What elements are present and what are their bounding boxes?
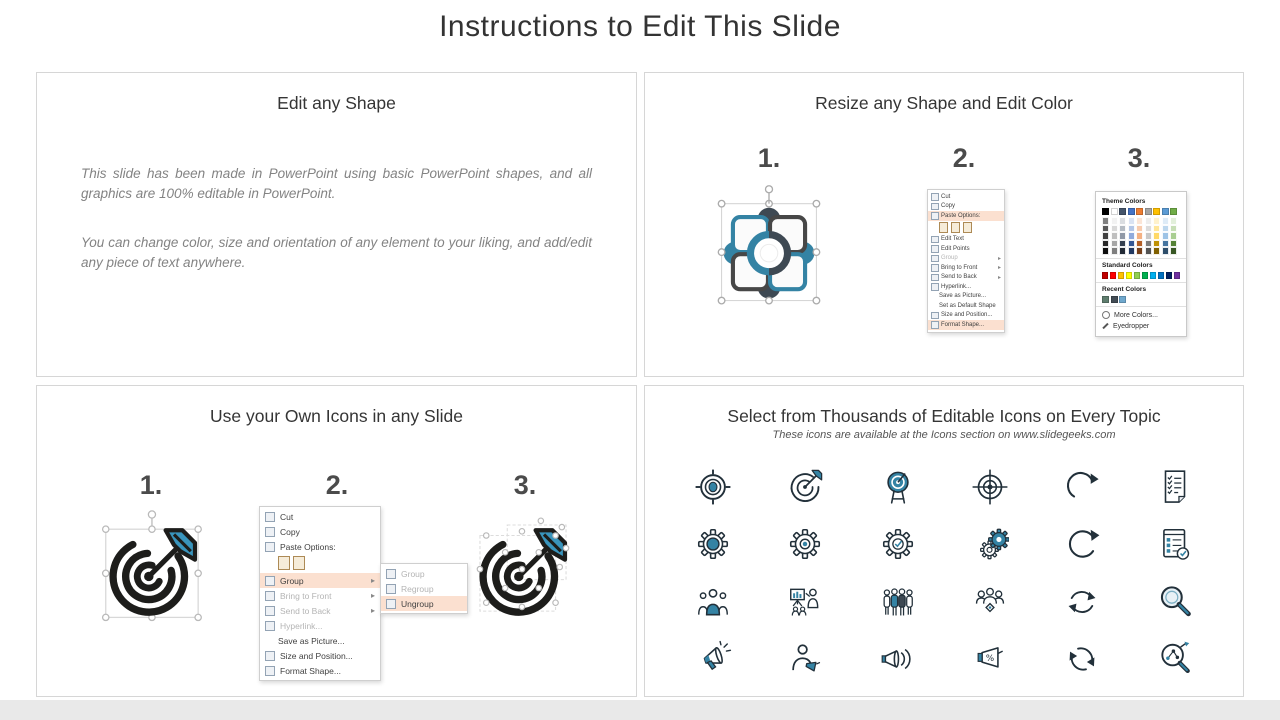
context-menu-resize bbox=[927, 189, 1005, 333]
page-title: Instructions to Edit This Slide bbox=[439, 10, 841, 43]
menu-item-label: Edit Points bbox=[941, 245, 970, 252]
menu-item-label: Size and Position... bbox=[941, 312, 993, 319]
more-colors-label: More Colors... bbox=[1114, 311, 1158, 319]
menu-item-bring-to-front[interactable] bbox=[260, 588, 380, 603]
paste-options-icons[interactable] bbox=[260, 554, 380, 573]
send-back-icon bbox=[931, 274, 939, 282]
recent-color-swatch[interactable] bbox=[1119, 296, 1126, 303]
bring-front-icon bbox=[265, 591, 275, 601]
theme-tint-swatch[interactable] bbox=[1145, 217, 1152, 225]
icon-library-subtitle: These icons are available at the Icons section on www.slidegeeks.com bbox=[772, 429, 1116, 441]
doc-checklist-icon[interactable] bbox=[1153, 465, 1197, 509]
menu-item-label: Send to Back bbox=[280, 605, 331, 616]
refresh-arrow-icon[interactable] bbox=[1060, 465, 1104, 509]
submenu-arrow-icon: ▸ bbox=[997, 265, 1001, 272]
menu-item-copy[interactable] bbox=[928, 202, 1004, 212]
theme-color-swatch[interactable] bbox=[1119, 208, 1126, 215]
ungroup-icon bbox=[386, 599, 396, 609]
gear-check-icon[interactable] bbox=[876, 522, 920, 566]
submenu-arrow-icon: ▸ bbox=[997, 274, 1001, 281]
theme-tint-swatch[interactable] bbox=[1128, 247, 1135, 255]
theme-tint-swatch[interactable] bbox=[1162, 232, 1169, 240]
menu-item-ungroup[interactable] bbox=[381, 596, 467, 611]
scissors-icon bbox=[931, 193, 939, 201]
theme-tint-swatch[interactable] bbox=[1119, 232, 1126, 240]
selected-shape-graphic[interactable] bbox=[707, 181, 831, 315]
ungrouped-target-icon[interactable] bbox=[465, 504, 581, 630]
menu-item-hyperlink[interactable] bbox=[260, 618, 380, 633]
menu-item-edit-points[interactable] bbox=[928, 244, 1004, 254]
dartboard-arrow-icon[interactable] bbox=[783, 465, 827, 509]
submenu-arrow-icon: ▸ bbox=[997, 255, 1001, 262]
step-number-1: 1. bbox=[757, 143, 781, 173]
menu-item-group[interactable] bbox=[381, 566, 467, 581]
theme-tint-swatch[interactable] bbox=[1145, 247, 1152, 255]
paste-option-icon[interactable] bbox=[963, 222, 972, 233]
clipboard-icon bbox=[931, 212, 939, 220]
edit-points-icon bbox=[931, 245, 939, 253]
menu-item-label: Copy bbox=[941, 203, 956, 210]
step-number-3: 3. bbox=[513, 470, 537, 500]
theme-tint-swatch[interactable] bbox=[1136, 217, 1143, 225]
theme-tint-swatch[interactable] bbox=[1128, 240, 1135, 248]
panel-resize-color-title: Resize any Shape and Edit Color bbox=[815, 93, 1073, 113]
color-wheel-icon bbox=[1102, 311, 1110, 319]
size-icon bbox=[265, 651, 275, 661]
clipboard-icon bbox=[265, 542, 275, 552]
paste-option-icon[interactable] bbox=[939, 222, 948, 233]
theme-tint-swatch[interactable] bbox=[1153, 240, 1160, 248]
theme-tint-swatch[interactable] bbox=[1153, 232, 1160, 240]
color-picker bbox=[1095, 191, 1187, 337]
eyedropper-icon bbox=[1102, 323, 1108, 329]
menu-item-size-and-position[interactable] bbox=[260, 648, 380, 663]
standard-color-swatch[interactable] bbox=[1102, 272, 1108, 279]
standard-color-swatch[interactable] bbox=[1174, 272, 1180, 279]
step-number-1: 1. bbox=[139, 470, 163, 500]
gear-dot-icon[interactable] bbox=[783, 522, 827, 566]
paste-option-icon[interactable] bbox=[293, 556, 305, 570]
person-announce-icon[interactable] bbox=[783, 637, 827, 681]
menu-item-cut[interactable] bbox=[928, 192, 1004, 202]
theme-tint-swatch[interactable] bbox=[1153, 247, 1160, 255]
menu-item-label: Edit Text bbox=[941, 236, 964, 243]
step-number-2: 2. bbox=[952, 143, 976, 173]
people-group-icon[interactable] bbox=[876, 580, 920, 624]
blank-icon bbox=[265, 637, 273, 645]
standard-colors-label: Standard Colors bbox=[1102, 261, 1153, 269]
menu-item-label: Save as Picture... bbox=[939, 293, 987, 300]
submenu-arrow-icon: ▸ bbox=[370, 591, 375, 600]
menu-item-label: Group bbox=[280, 575, 304, 586]
menu-item-paste-options[interactable] bbox=[260, 539, 380, 554]
team-gear-icon[interactable] bbox=[968, 580, 1012, 624]
send-back-icon bbox=[265, 606, 275, 616]
menu-item-label: Hyperlink... bbox=[941, 283, 972, 290]
menu-item-label: Format Shape... bbox=[280, 665, 341, 676]
menu-item-label: Size and Position... bbox=[280, 650, 353, 661]
menu-item-label: Bring to Front bbox=[941, 264, 978, 271]
theme-tint-swatch[interactable] bbox=[1162, 225, 1169, 233]
context-menu-group-area bbox=[259, 506, 489, 686]
menu-item-label: Send to Back bbox=[941, 274, 977, 281]
menu-item-label: Cut bbox=[941, 193, 951, 200]
menu-item-format-shape[interactable] bbox=[928, 320, 1004, 330]
eyedropper-item[interactable] bbox=[1102, 321, 1180, 332]
theme-tint-swatch[interactable] bbox=[1119, 225, 1126, 233]
regroup-icon bbox=[386, 584, 396, 594]
theme-tint-swatch[interactable] bbox=[1153, 217, 1160, 225]
dartboard-stand-icon[interactable] bbox=[876, 465, 920, 509]
theme-color-swatch[interactable] bbox=[1170, 208, 1177, 215]
menu-item-regroup[interactable] bbox=[381, 581, 467, 596]
theme-tint-swatch[interactable] bbox=[1170, 232, 1177, 240]
selected-target-icon[interactable] bbox=[95, 504, 211, 630]
icon-grid bbox=[667, 458, 1221, 688]
scissors-icon bbox=[265, 512, 275, 522]
menu-item-bring-to-front[interactable] bbox=[928, 263, 1004, 273]
theme-color-swatch[interactable] bbox=[1145, 208, 1152, 215]
menu-item-cut[interactable] bbox=[260, 509, 380, 524]
theme-tint-swatch[interactable] bbox=[1170, 225, 1177, 233]
theme-tint-swatch[interactable] bbox=[1170, 217, 1177, 225]
menu-item-group[interactable] bbox=[928, 254, 1004, 264]
team-leader-icon[interactable] bbox=[691, 580, 735, 624]
recent-color-swatch[interactable] bbox=[1102, 296, 1109, 303]
blank-icon bbox=[931, 303, 937, 309]
group-icon bbox=[265, 576, 275, 586]
theme-color-swatch[interactable] bbox=[1162, 208, 1169, 215]
edit-shape-paragraph-1: This slide has been made in PowerPoint using basic PowerPoint shapes, and all graphics are 100% editable in PowerPoint. bbox=[81, 166, 592, 201]
format-icon bbox=[931, 321, 939, 329]
theme-tint-swatch[interactable] bbox=[1162, 217, 1169, 225]
context-menu-group bbox=[259, 506, 381, 681]
menu-item-label: Cut bbox=[280, 511, 294, 522]
theme-tint-swatch[interactable] bbox=[1128, 217, 1135, 225]
rotate-arrows-icon[interactable] bbox=[1060, 637, 1104, 681]
theme-color-swatch[interactable] bbox=[1128, 208, 1135, 215]
copy-icon bbox=[931, 203, 939, 211]
theme-colors-label: Theme Colors bbox=[1102, 198, 1146, 205]
theme-tint-swatch[interactable] bbox=[1119, 217, 1126, 225]
standard-color-swatch[interactable] bbox=[1126, 272, 1132, 279]
step-number-3: 3. bbox=[1127, 143, 1151, 173]
theme-tint-swatch[interactable] bbox=[1102, 247, 1109, 255]
bottom-strip bbox=[0, 700, 1280, 720]
magnifier-chart-icon[interactable] bbox=[1153, 637, 1197, 681]
theme-tint-swatch[interactable] bbox=[1145, 225, 1152, 233]
group-icon bbox=[931, 255, 939, 263]
panel-own-icons-title: Use your Own Icons in any Slide bbox=[210, 406, 463, 426]
standard-color-swatch[interactable] bbox=[1150, 272, 1156, 279]
standard-color-swatch[interactable] bbox=[1158, 272, 1164, 279]
menu-item-label: Hyperlink... bbox=[280, 620, 323, 631]
theme-tint-swatch[interactable] bbox=[1145, 232, 1152, 240]
link-icon bbox=[931, 283, 939, 291]
paste-options-icons[interactable] bbox=[928, 221, 1004, 235]
theme-tint-swatch[interactable] bbox=[1162, 240, 1169, 248]
menu-item-send-to-back[interactable] bbox=[260, 603, 380, 618]
menu-item-format-shape[interactable] bbox=[260, 663, 380, 678]
submenu-arrow-icon: ▸ bbox=[370, 576, 375, 585]
megaphone-side-icon[interactable] bbox=[876, 637, 920, 681]
megaphone-discount-icon[interactable] bbox=[968, 637, 1012, 681]
theme-tint-swatch[interactable] bbox=[1111, 240, 1118, 248]
theme-tint-swatch[interactable] bbox=[1102, 240, 1109, 248]
theme-color-swatch[interactable] bbox=[1136, 208, 1143, 215]
theme-tint-swatch[interactable] bbox=[1111, 217, 1118, 225]
menu-item-label: Paste Options: bbox=[941, 212, 981, 219]
theme-tint-swatch[interactable] bbox=[1136, 240, 1143, 248]
theme-tint-swatch[interactable] bbox=[1102, 232, 1109, 240]
theme-tint-swatch[interactable] bbox=[1119, 247, 1126, 255]
menu-item-label: Bring to Front bbox=[280, 590, 332, 601]
link-icon bbox=[265, 621, 275, 631]
theme-tint-swatch[interactable] bbox=[1119, 240, 1126, 248]
theme-tint-swatch[interactable] bbox=[1145, 240, 1152, 248]
group-icon bbox=[386, 569, 396, 579]
theme-color-tints bbox=[1102, 217, 1180, 255]
menu-item-label: Save as Picture... bbox=[278, 635, 345, 646]
theme-tint-swatch[interactable] bbox=[1111, 232, 1118, 240]
theme-tint-swatch[interactable] bbox=[1153, 225, 1160, 233]
target-focus-icon[interactable] bbox=[691, 465, 735, 509]
menu-item-size-and-position[interactable] bbox=[928, 311, 1004, 321]
theme-color-swatch[interactable] bbox=[1153, 208, 1160, 215]
theme-color-swatch[interactable] bbox=[1111, 208, 1118, 215]
menu-item-group[interactable] bbox=[260, 573, 380, 588]
double-gears-icon[interactable] bbox=[968, 522, 1012, 566]
circular-arrow-icon[interactable] bbox=[1060, 522, 1104, 566]
menu-item-label: Format Shape... bbox=[941, 321, 985, 328]
theme-tint-swatch[interactable] bbox=[1136, 232, 1143, 240]
menu-item-label: Paste Options: bbox=[280, 541, 336, 552]
menu-item-send-to-back[interactable] bbox=[928, 273, 1004, 283]
theme-tint-swatch[interactable] bbox=[1111, 225, 1118, 233]
menu-item-copy[interactable] bbox=[260, 524, 380, 539]
edit-shape-paragraph-2: You can change color, size and orientation of any element to your liking, and add/edit any piece of text anywhere. bbox=[81, 235, 592, 270]
megaphone-icon[interactable] bbox=[691, 637, 735, 681]
theme-tint-swatch[interactable] bbox=[1136, 247, 1143, 255]
menu-item-label: Copy bbox=[280, 526, 300, 537]
recent-colors-label: Recent Colors bbox=[1102, 285, 1147, 293]
standard-color-swatch[interactable] bbox=[1166, 272, 1172, 279]
theme-tint-swatch[interactable] bbox=[1111, 247, 1118, 255]
group-submenu bbox=[380, 563, 468, 614]
crosshair-target-icon[interactable] bbox=[968, 465, 1012, 509]
panel-edit-shape-title: Edit any Shape bbox=[277, 93, 396, 113]
submenu-arrow-icon: ▸ bbox=[370, 606, 375, 615]
theme-tint-swatch[interactable] bbox=[1136, 225, 1143, 233]
gear-solid-icon[interactable] bbox=[691, 522, 735, 566]
standard-color-swatch[interactable] bbox=[1118, 272, 1124, 279]
menu-item-paste-options[interactable] bbox=[928, 211, 1004, 221]
presentation-audience-icon[interactable] bbox=[783, 580, 827, 624]
copy-icon bbox=[265, 527, 275, 537]
paste-option-icon[interactable] bbox=[278, 556, 290, 570]
blank-icon bbox=[931, 294, 937, 300]
recent-color-swatch[interactable] bbox=[1111, 296, 1118, 303]
theme-color-swatch[interactable] bbox=[1102, 208, 1109, 215]
bring-front-icon bbox=[931, 264, 939, 272]
menu-item-set-as-default-shape[interactable] bbox=[928, 301, 1004, 311]
sync-arrows-icon[interactable] bbox=[1060, 580, 1104, 624]
menu-item-label: Ungroup bbox=[401, 598, 434, 609]
standard-color-swatch[interactable] bbox=[1110, 272, 1116, 279]
checklist-approved-icon[interactable] bbox=[1153, 522, 1197, 566]
panel-edit-shape bbox=[36, 72, 637, 377]
menu-item-edit-text[interactable] bbox=[928, 235, 1004, 245]
theme-tint-swatch[interactable] bbox=[1102, 217, 1109, 225]
theme-tint-swatch[interactable] bbox=[1170, 240, 1177, 248]
theme-tint-swatch[interactable] bbox=[1162, 247, 1169, 255]
standard-color-swatch[interactable] bbox=[1142, 272, 1148, 279]
eyedropper-label: Eyedropper bbox=[1113, 322, 1150, 330]
theme-tint-swatch[interactable] bbox=[1102, 225, 1109, 233]
menu-item-hyperlink[interactable] bbox=[928, 282, 1004, 292]
menu-item-label: Set as Default Shape bbox=[939, 302, 996, 309]
panel-own-icons bbox=[36, 385, 637, 697]
theme-tint-swatch[interactable] bbox=[1128, 232, 1135, 240]
panel-icon-library bbox=[644, 385, 1244, 697]
standard-color-swatch[interactable] bbox=[1134, 272, 1140, 279]
size-icon bbox=[931, 312, 939, 320]
step-number-2: 2. bbox=[325, 470, 349, 500]
format-icon bbox=[265, 666, 275, 676]
menu-item-label: Group bbox=[941, 255, 958, 262]
theme-tint-swatch[interactable] bbox=[1128, 225, 1135, 233]
theme-tint-swatch[interactable] bbox=[1170, 247, 1177, 255]
panel-icon-library-title: Select from Thousands of Editable Icons on Every Topic bbox=[727, 406, 1161, 426]
menu-item-save-as-picture[interactable] bbox=[928, 292, 1004, 302]
menu-item-label: Regroup bbox=[401, 583, 434, 594]
menu-item-save-as-picture[interactable] bbox=[260, 633, 380, 648]
magnifier-icon[interactable] bbox=[1153, 580, 1197, 624]
menu-item-label: Group bbox=[401, 568, 425, 579]
more-colors-item[interactable] bbox=[1102, 310, 1180, 321]
panel-resize-color bbox=[644, 72, 1244, 377]
edit-text-icon bbox=[931, 236, 939, 244]
paste-option-icon[interactable] bbox=[951, 222, 960, 233]
